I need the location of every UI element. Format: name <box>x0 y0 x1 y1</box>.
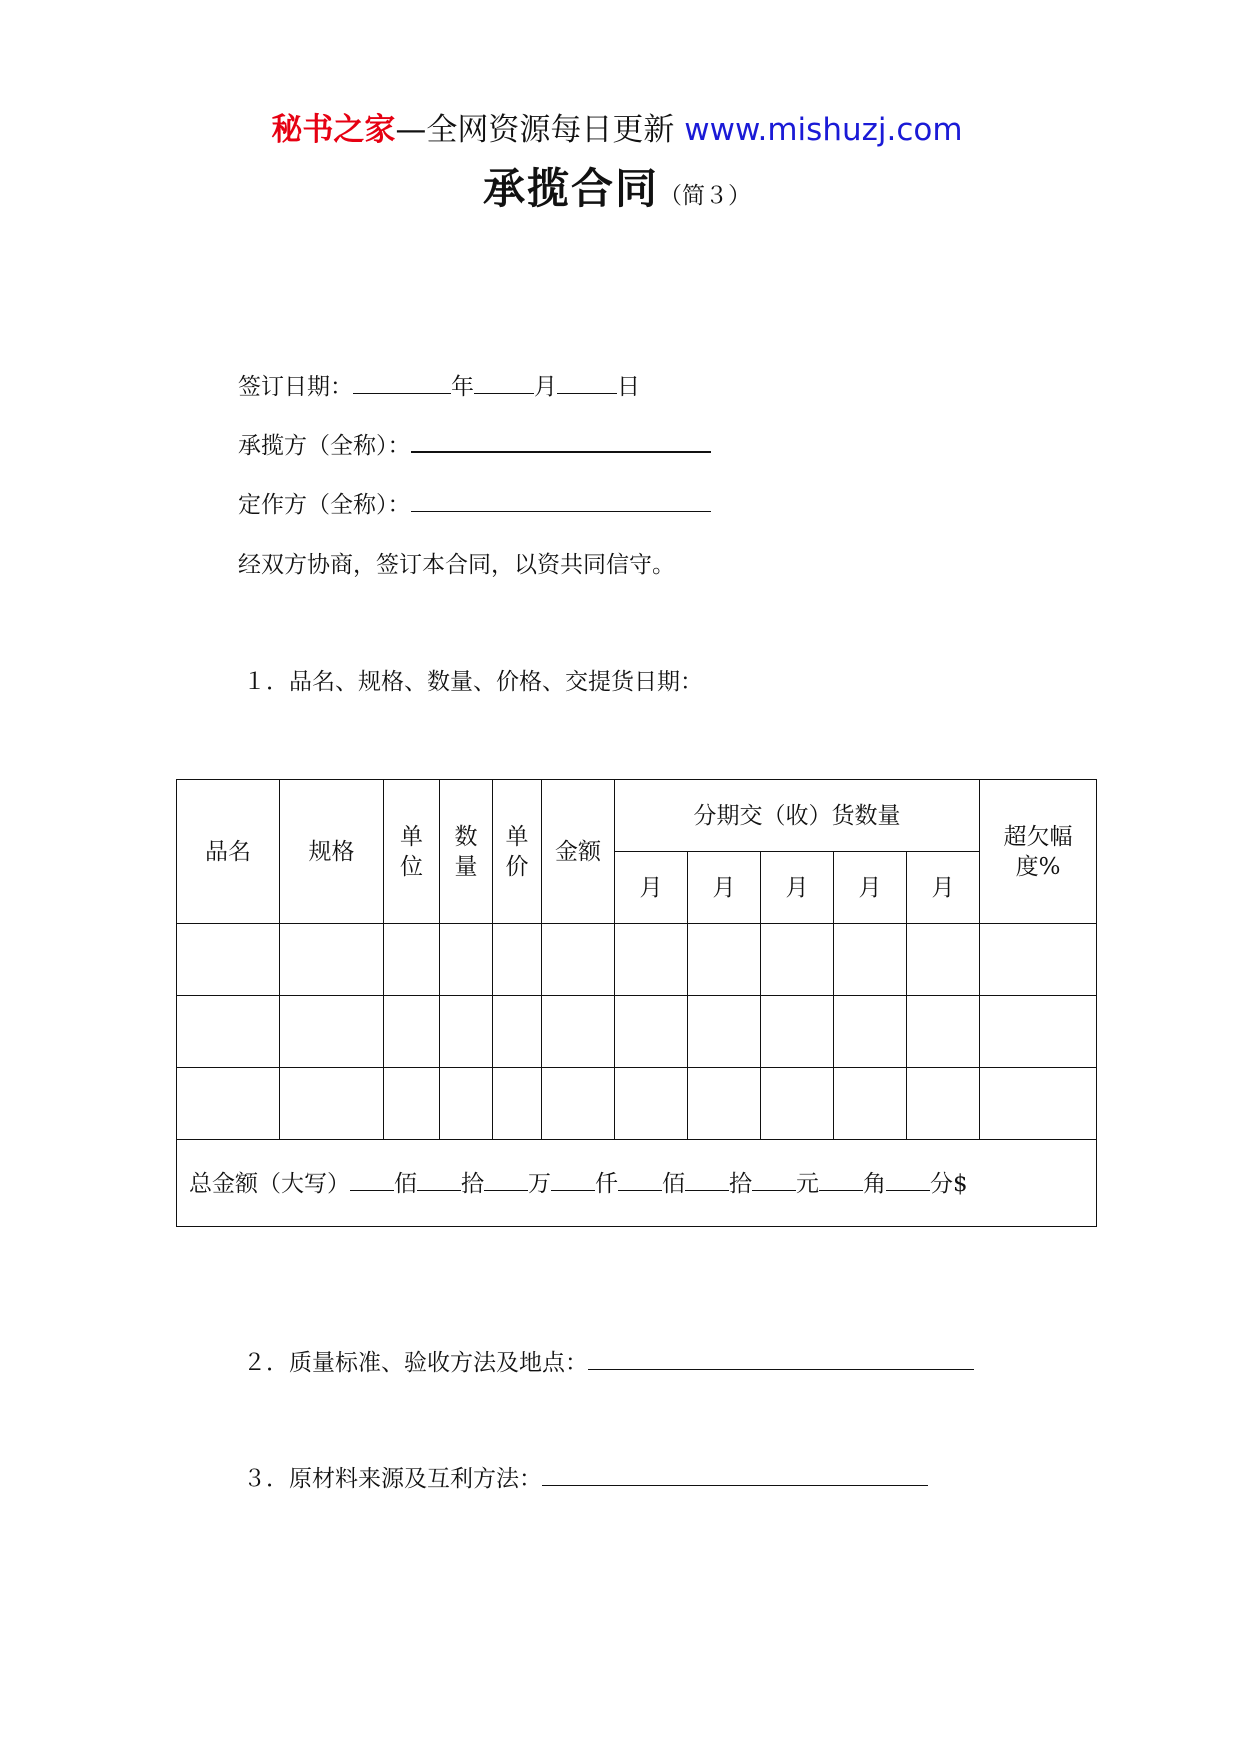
header-installments: 分期交（收）货数量 <box>615 780 980 852</box>
table-cell[interactable] <box>834 1068 907 1140</box>
month-col-1: 月 <box>615 852 688 924</box>
contractor-blank[interactable] <box>411 427 711 453</box>
table-cell[interactable] <box>493 1068 542 1140</box>
table-cell[interactable] <box>542 996 615 1068</box>
table-cell[interactable] <box>440 996 493 1068</box>
section-1-heading: １．品名、规格、数量、价格、交提货日期： <box>243 669 703 695</box>
preamble: 经双方协商，签订本合同，以资共同信守。 <box>238 552 675 578</box>
table-cell[interactable] <box>980 924 1097 996</box>
title-sub: （简３） <box>659 183 751 209</box>
total-label: 总金额（大写） <box>189 1171 350 1197</box>
month-col-3: 月 <box>761 852 834 924</box>
table-cell[interactable] <box>688 924 761 996</box>
table-cell[interactable] <box>761 996 834 1068</box>
table-cell[interactable] <box>761 1068 834 1140</box>
quality-standard-blank[interactable] <box>588 1345 974 1370</box>
table-row <box>177 924 1097 996</box>
table-cell[interactable] <box>384 924 440 996</box>
table-cell[interactable] <box>280 1068 384 1140</box>
total-amount-cell <box>177 1140 1097 1227</box>
brand-name: 秘书之家 <box>271 112 396 148</box>
sign-date-row <box>238 368 640 401</box>
section-2-heading: ２．质量标准、验收方法及地点： <box>243 1350 588 1376</box>
month-col-2: 月 <box>688 852 761 924</box>
table-row <box>177 1068 1097 1140</box>
header-spec: 规格 <box>280 780 384 924</box>
table-cell[interactable] <box>615 1068 688 1140</box>
contractor-row <box>238 427 711 460</box>
table-cell[interactable] <box>177 924 280 996</box>
materials-source-blank[interactable] <box>542 1461 928 1486</box>
unit-label: 仟 <box>595 1171 618 1197</box>
contractor-label: 承揽方（全称）： <box>238 433 411 459</box>
table-cell[interactable] <box>440 924 493 996</box>
amount-blank[interactable] <box>685 1168 729 1191</box>
header-name: 品名 <box>177 780 280 924</box>
section-3-heading: ３．原材料来源及互利方法： <box>243 1466 542 1492</box>
header-tolerance: 超欠幅度% <box>980 780 1097 924</box>
table-cell[interactable] <box>980 1068 1097 1140</box>
site-banner <box>0 104 1234 149</box>
table-cell[interactable] <box>907 924 980 996</box>
table-cell[interactable] <box>688 1068 761 1140</box>
section-3-row <box>243 1460 928 1493</box>
unit-label: 角 <box>863 1171 886 1197</box>
header-unit: 单位 <box>384 780 440 924</box>
table-cell[interactable] <box>384 1068 440 1140</box>
year-blank[interactable] <box>353 369 451 394</box>
table-cell[interactable] <box>907 996 980 1068</box>
amount-blank[interactable] <box>417 1168 461 1191</box>
unit-label: 拾 <box>461 1171 484 1197</box>
goods-table <box>176 779 1097 1227</box>
table-cell[interactable] <box>177 996 280 1068</box>
amount-blank[interactable] <box>752 1168 796 1191</box>
orderer-row <box>238 486 711 519</box>
total-row <box>177 1140 1097 1227</box>
amount-blank[interactable] <box>618 1168 662 1191</box>
table-cell[interactable] <box>834 996 907 1068</box>
table-cell[interactable] <box>280 924 384 996</box>
month-col-4: 月 <box>834 852 907 924</box>
unit-label: 万 <box>528 1171 551 1197</box>
unit-label: 元 <box>796 1171 819 1197</box>
day-label: 日 <box>617 374 640 400</box>
day-blank[interactable] <box>557 369 617 394</box>
amount-blank[interactable] <box>350 1168 394 1191</box>
table-row <box>177 996 1097 1068</box>
month-blank[interactable] <box>474 369 534 394</box>
banner-slogan: —全网资源每日更新 <box>395 112 675 148</box>
table-cell[interactable] <box>384 996 440 1068</box>
table-cell[interactable] <box>280 996 384 1068</box>
header-amount: 金额 <box>542 780 615 924</box>
amount-blank[interactable] <box>551 1168 595 1191</box>
table-cell[interactable] <box>542 1068 615 1140</box>
table-cell[interactable] <box>615 924 688 996</box>
orderer-blank[interactable] <box>411 487 711 512</box>
table-cell[interactable] <box>907 1068 980 1140</box>
table-cell[interactable] <box>834 924 907 996</box>
orderer-label: 定作方（全称）： <box>238 492 411 518</box>
table-cell[interactable] <box>493 924 542 996</box>
document-title <box>0 156 1234 216</box>
month-col-5: 月 <box>907 852 980 924</box>
table-cell[interactable] <box>493 996 542 1068</box>
table-cell[interactable] <box>542 924 615 996</box>
table-cell[interactable] <box>980 996 1097 1068</box>
header-price: 单价 <box>493 780 542 924</box>
table-cell[interactable] <box>177 1068 280 1140</box>
table-cell[interactable] <box>615 996 688 1068</box>
table-cell[interactable] <box>688 996 761 1068</box>
site-url-link[interactable]: www.mishuzj.com <box>684 112 963 148</box>
amount-blank[interactable] <box>886 1168 930 1191</box>
unit-label: 分 <box>930 1171 953 1197</box>
currency-symbol: $ <box>953 1171 968 1197</box>
section-2-row <box>243 1344 974 1377</box>
header-qty: 数量 <box>440 780 493 924</box>
table-cell[interactable] <box>440 1068 493 1140</box>
unit-label: 佰 <box>662 1171 685 1197</box>
sign-date-label: 签订日期： <box>238 374 353 400</box>
title-main: 承揽合同 <box>482 164 659 213</box>
unit-label: 佰 <box>394 1171 417 1197</box>
month-label: 月 <box>534 374 557 400</box>
table-cell[interactable] <box>761 924 834 996</box>
amount-blank[interactable] <box>484 1168 528 1191</box>
amount-blank[interactable] <box>819 1168 863 1191</box>
year-label: 年 <box>451 374 474 400</box>
unit-label: 拾 <box>729 1171 752 1197</box>
